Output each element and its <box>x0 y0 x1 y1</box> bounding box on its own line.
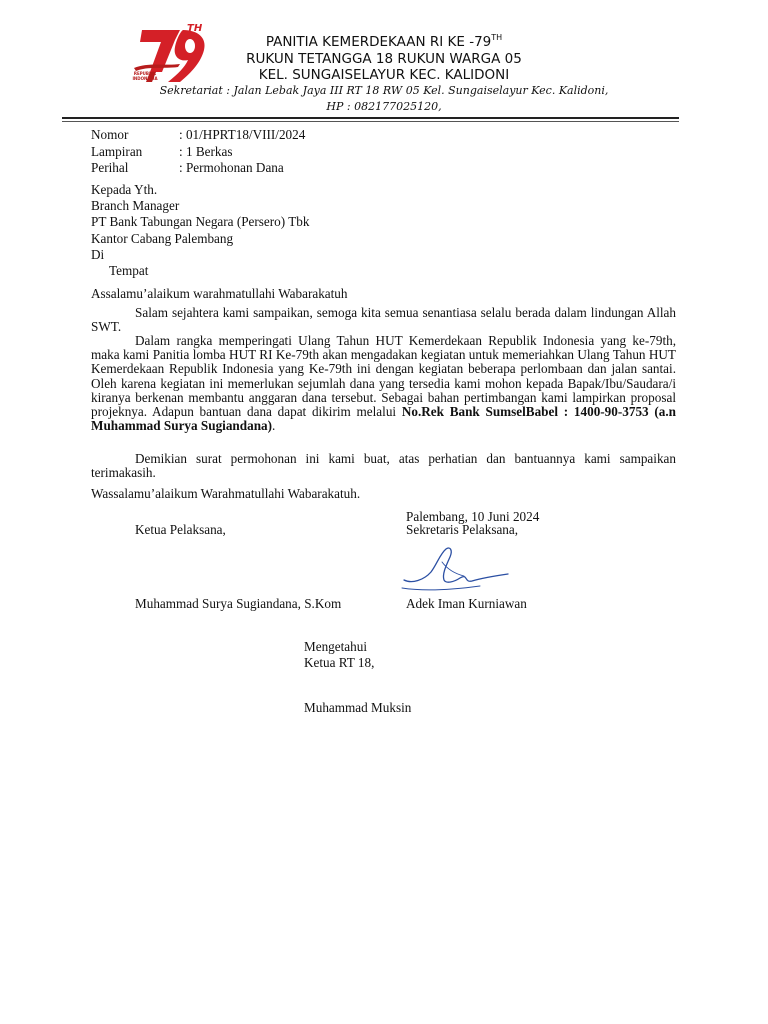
closing-greeting: Wassalamu’alaikum Warahmatullahi Wabarakatuh. <box>91 486 361 501</box>
paragraph-closing: Demikian surat permohonan ini kami buat, atas perhatian dan bantuannya kami sampaikan terimakasih. <box>91 451 676 481</box>
right-signer-role: Sekretaris Pelaksana, <box>406 522 519 537</box>
logo-superscript: TH <box>187 23 203 34</box>
opening-greeting: Assalamu’alaikum warahmatullahi Wabarakatuh <box>91 286 348 301</box>
letterhead-title-committee <box>214 34 554 50</box>
left-signer-role: Ketua Pelaksana, <box>135 522 226 537</box>
nomor-value: : 01/HPRT18/VIII/2024 <box>179 127 306 142</box>
letterhead-address: Sekretariat : Jalan Lebak Jaya III RT 18 RW 05 Kel. Sungaiselayur Kec. Kalidoni, <box>159 84 609 97</box>
recipient-salutation: Kepada Yth. <box>91 182 158 197</box>
letterhead-title-kelurahan: KEL. SUNGAISELAYUR KEC. KALIDONI <box>258 67 510 83</box>
recipient-di: Di <box>91 247 105 262</box>
logo-caption-republik: REPUBLIK <box>133 71 157 76</box>
recipient-position: Branch Manager <box>91 198 180 213</box>
paragraph-greeting-wishes: Salam sejahtera kami sampaikan, semoga kita semua senantiasa selalu berada dalam lindungan Allah SWT. <box>91 305 676 335</box>
handwritten-signature <box>398 540 516 600</box>
lampiran-label: Lampiran <box>91 144 143 159</box>
letterhead-title-rt-rw: RUKUN TETANGGA 18 RUKUN WARGA 05 <box>246 51 522 67</box>
recipient-tempat: Tempat <box>109 263 149 278</box>
letterhead-title-superscript: TH <box>491 33 503 42</box>
recipient-branch: Kantor Cabang Palembang <box>91 231 234 246</box>
perihal-value: : Permohonan Dana <box>179 160 284 175</box>
place-date: Palembang, 10 Juni 2024 <box>406 509 540 524</box>
paragraph-request-end: . <box>272 418 276 434</box>
paragraph-request-text: Dalam rangka memperingati Ulang Tahun HUT Kemerdekaan Republik Indonesia yang ke-79th, maka kami Panitia lomba HUT RI Ke-79th akan mengadakan kegiatan untuk memeriahkan Ulang Tahun HUT Kemerdekaan Republik Indonesia yang Ke-79th ini dengan kegiatan beberapa perlombaan dan jalan santai. Oleh karena kegiatan ini memerlukan sejumlah dana yang tersedia kami mohon kepada Bapak/Ibu/Saudara/i kiranya berkenan membantu anggaran dana tersebut. Sebagai bahan pertimbangan kami lampirkan proposal projeknya. Adapun bantuan dana dapat dikirim melalui <box>91 333 676 420</box>
logo-caption-indonesia: INDONESIA <box>132 76 158 81</box>
letterhead-phone: HP : 082177025120, <box>326 100 442 113</box>
recipient-company: PT Bank Tabungan Negara (Persero) Tbk <box>91 214 310 229</box>
nomor-label: Nomor <box>91 127 129 142</box>
perihal-label: Perihal <box>91 160 129 175</box>
letterhead-title-committee-text: PANITIA KEMERDEKAAN RI KE -79 <box>265 34 492 50</box>
letterhead-divider-thin <box>62 121 679 122</box>
paragraph-request <box>91 334 676 433</box>
hut-ri-79-logo <box>128 22 214 92</box>
acknowledge-role: Ketua RT 18, <box>304 655 375 670</box>
lampiran-value: : 1 Berkas <box>179 144 233 159</box>
acknowledge-label: Mengetahui <box>304 639 367 654</box>
letterhead-divider-thick <box>62 117 679 119</box>
acknowledge-name: Muhammad Muksin <box>304 700 412 715</box>
bank-account-info: No.Rek Bank SumselBabel : 1400-90-3753 (a.n Muhammad Surya Sugiandana) <box>91 404 676 434</box>
right-signer-name: Adek Iman Kurniawan <box>406 596 527 611</box>
left-signer-name: Muhammad Surya Sugiandana, S.Kom <box>135 596 342 611</box>
